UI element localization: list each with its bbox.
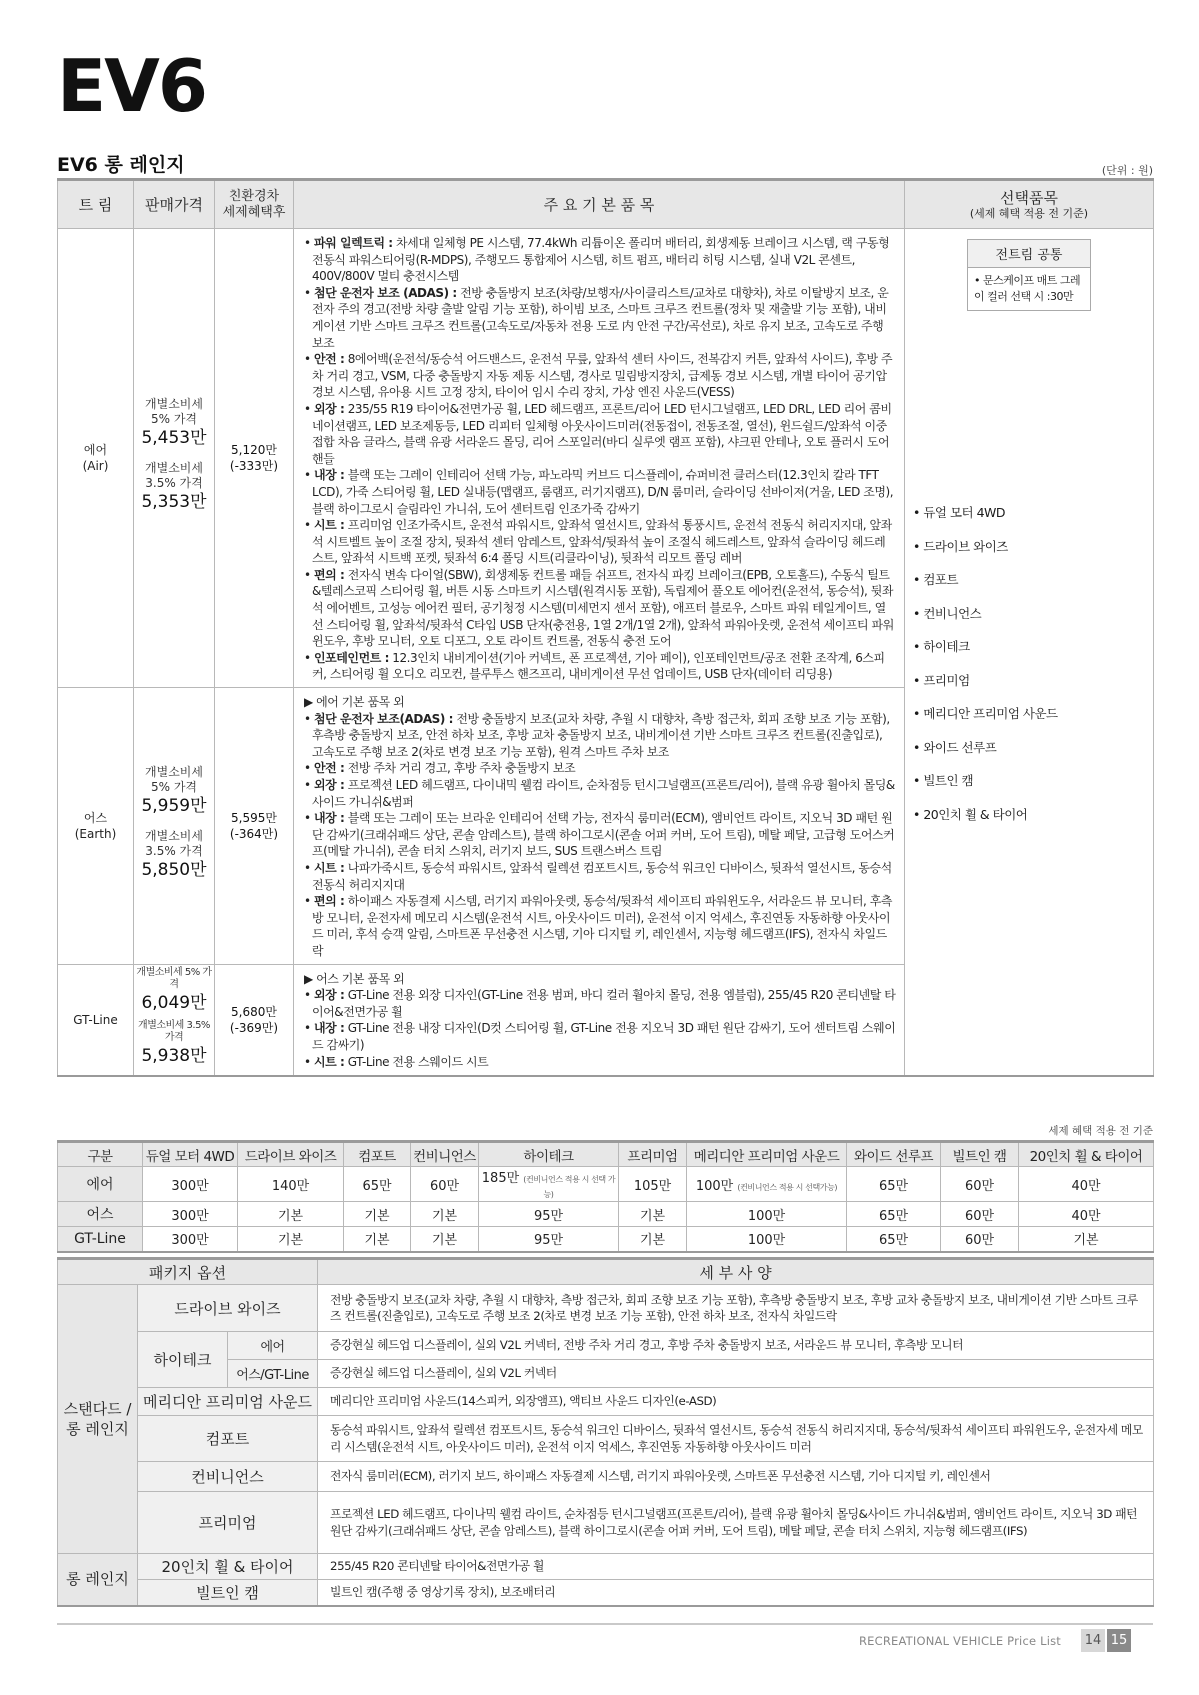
- header-eco-line2: 세제혜택후: [222, 204, 286, 220]
- price-5: 5,453만: [141, 428, 207, 449]
- option-price: 60만: [941, 1202, 1019, 1227]
- trim-name-line1: 에어: [83, 442, 108, 457]
- price-label-35: 개별소비세 3.5% 가격: [145, 828, 203, 858]
- option-price: 105만: [619, 1167, 687, 1202]
- trim-name-line2: (Air): [82, 459, 109, 474]
- option-price: 100만: [687, 1202, 847, 1227]
- trim-name-line1: GT-Line: [73, 1012, 118, 1027]
- package-detail: 전방 충돌방지 보조(교차 차량, 추월 시 대향차, 측방 접근차, 회피 조향 보조 기능 포함), 후측방 충돌방지 보조, 후방 교차 충돌방지 보조, 내비게이션 기반 스마트 크루즈 컨트롤(진출입로), 고속도로 주행 보조 2(차로 변경 보조 기능 포함), 안전 하차 보조, 전자식 차일드락: [318, 1285, 1154, 1332]
- feature-item: • 외장 : 235/55 R19 타이어&전면가공 휠, LED 헤드램프, 프론트/리어 LED 턴시그널램프, LED DRL, LED 리어 콤비네이션램프, LED 보조제동등, LED 리피터 일체형 아웃사이드미러(전동접이, 전동조절, 열선), 윈드쉴드/앞좌석 이중접합 차음 글라스, 블랙 유광 서라운드 몰딩, 리어 스포일러(바디 실루엣 램프 포함), 샤크핀 안테나, 오토 플러시 도어 핸들: [304, 401, 892, 466]
- feature-item: • 편의 : 전자식 변속 다이얼(SBW), 회생제동 컨트롤 패들 쉬프트, 전자식 파킹 브레이크(EPB, 오토홀드), 수동식 틸트&텔레스코픽 스티어링 휠, 버튼 시동 스마트키 시스템(원격시동 포함), 독립제어 풀오토 에어컨(운전석, 동승석), 뒷좌석 에어벤트, 고성능 에어컨 필터, 공기청정 시스템(미세먼지 센서 포함), 애프터 블로우, 스마트 파워 테일게이트, 열선 스티어링 휠, 앞좌석/뒷좌석 C타입 USB 단자(충전용, 1열 2개/1열 2개), 앞좌석 파워아웃렛, 운전석 세이프티 파워윈도우, 후방 모니터, 오토 디포그, 오토 라이트 컨트롤, 전동식 충전 도어: [304, 567, 894, 649]
- option-header: 듀얼 모터 4WD: [143, 1142, 238, 1167]
- eco-price-cell: [215, 964, 294, 1076]
- feature-lead: ▶ 어스 기본 품목 외: [304, 971, 405, 986]
- eco-price: 5,595만: [231, 810, 277, 825]
- option-price: 기본: [411, 1202, 479, 1227]
- option-price: 95만: [479, 1227, 619, 1252]
- option-price: 65만: [847, 1202, 941, 1227]
- option-name: 하이테크: [923, 639, 970, 654]
- table-row: [58, 1462, 1154, 1492]
- eco-price: 5,680만: [231, 1004, 277, 1019]
- feature-title: 시트 :: [314, 860, 345, 875]
- header-eco-line1: 친환경차: [228, 188, 280, 204]
- option-price: 60만: [941, 1227, 1019, 1252]
- feature-title: 첨단 운전자 보조(ADAS) :: [314, 711, 453, 726]
- feature-text: 블랙 또는 그레이 인테리어 선택 가능, 파노라믹 커브드 디스플레이, 슈퍼비전 클러스터(12.3인치 칼라 TFT LCD), 가죽 스티어링 휠, LED 실내등(맵램프, 룸램프, 러기지램프), D/N 룸미러, 슬라이딩 선바이저(거울, LED 조명), 블랙 하이그로시 슬림라인 가니쉬, 도어 센터트림 인조가죽 감싸기: [312, 468, 894, 516]
- feature-item: • 외장 : 프로젝션 LED 헤드램프, 다이내믹 웰컴 라이트, 순차점등 턴시그널램프(프론트/리어), 블랙 유광 휠아치 몰딩&사이드 가니쉬&범퍼: [304, 778, 895, 809]
- trim-name-line2: (Earth): [74, 826, 117, 841]
- feature-text: 235/55 R19 타이어&전면가공 휠, LED 헤드램프, 프론트/리어 LED 턴시그널램프, LED DRL, LED 리어 콤비네이션램프, LED 보조제동등, LED 리피터 일체형 아웃사이드미러(전동접이, 전동조절, 열선), 윈드쉴드/앞좌석 이중접합 차음 글라스, 블랙 유광 서라운드 몰딩, 리어 스포일러(바디 실루엣 램프 포함), 샤크핀 안테나, 오토 플러시 도어 핸들: [312, 401, 892, 466]
- feature-text: 프리미엄 인조가죽시트, 운전석 파워시트, 앞좌석 열선시트, 앞좌석 통풍시트, 운전석 전동식 허리지지대, 앞좌석 시트벨트 높이 조절 장치, 뒷좌석 센터 암레스트, 앞좌석/뒷좌석 높이 조절식 헤드레스트, 앞좌석 슬라이딩 헤드레스트, 앞좌석 시트백 포켓, 뒷좌석 6:4 폴딩 시트(리클라이닝), 뒷좌석 리모트 폴딩 레버: [312, 518, 892, 566]
- feature-item: • 첨단 운전자 보조 (ADAS) : 전방 충돌방지 보조(차량/보행자/사이클리스트/교차로 대향차), 차로 이탈방지 보조, 운전자 주의 경고(전방 차량 출발 알림 기능 포함), 하이빔 보조, 스마트 크루즈 컨트롤(정차 및 재출발 기능 포함), 내비게이션 기반 스마트 크루즈 컨트롤(고속도로/자동차 전용 도로 内 안전 구간/곡선로), 차로 유지 보조, 고속도로 주행 보조: [304, 285, 889, 350]
- feature-text: 나파가죽시트, 동승석 파워시트, 앞좌석 릴렉션 컴포트시트, 동승석 워크인 디바이스, 뒷좌석 열선시트, 동승석 전동식 허리지지대: [312, 860, 892, 892]
- price-cell: [134, 688, 215, 965]
- feature-item: • 외장 : GT-Line 전용 외장 디자인(GT-Line 전용 범퍼, 바디 컬러 휠아치 몰딩, 전용 엠블럼), 255/45 R20 콘티넨탈 타이어&전면가공 휠: [304, 988, 896, 1019]
- table-row: [58, 1554, 1154, 1580]
- price-5: 6,049만: [141, 992, 207, 1013]
- package-detail: 전자식 룸미러(ECM), 러기지 보드, 하이패스 자동결제 시스템, 러기지 파워아웃렛, 스마트폰 무선충전 시스템, 기아 디지털 키, 레인센서: [318, 1462, 1154, 1492]
- feature-title: 외장 :: [314, 401, 345, 416]
- common-option-box: [967, 239, 1091, 311]
- eco-benefit: (-333만): [229, 459, 279, 474]
- header-options: [905, 180, 1154, 229]
- page-title: EV6: [57, 44, 207, 128]
- package-name: 컴포트: [138, 1416, 318, 1462]
- option-price: 기본: [619, 1202, 687, 1227]
- feature-text: 전자식 변속 다이얼(SBW), 회생제동 컨트롤 패들 쉬프트, 전자식 파킹 브레이크(EPB, 오토홀드), 수동식 틸트&텔레스코픽 스티어링 휠, 버튼 시동 스마트키 시스템(원격시동 포함), 독립제어 풀오토 에어컨(운전석, 동승석), 뒷좌석 에어벤트, 고성능 에어컨 필터, 공기청정 시스템(미세먼지 센서 포함), 애프터 블로우, 스마트 파워 테일게이트, 열선 스티어링 휠, 앞좌석/뒷좌석 C타입 USB 단자(충전용, 1열 2개/1열 2개), 앞좌석 파워아웃렛, 운전석 세이프티 파워윈도우, 후방 모니터, 오토 디포그, 오토 라이트 컨트롤, 전동식 충전 도어: [312, 567, 894, 649]
- table-row: [58, 1332, 1154, 1360]
- price-label-35: 개별소비세 3.5% 가격: [138, 1019, 210, 1044]
- feature-item: • 편의 : 하이패스 자동결제 시스템, 러기지 파워아웃렛, 동승석/뒷좌석 세이프티 파워윈도우, 서라운드 뷰 모니터, 후측방 모니터, 운전자세 메모리 시스템(운전석 시트, 아웃사이드 미러), 운전석 이지 억세스, 후진연동 자동하향 아웃사이드 미러, 후석 승객 알림, 스마트폰 무선충전 시스템, 기아 디지털 키, 레인센서, 지능형 헤드램프(IFS), 전자식 차일드락: [304, 894, 893, 958]
- option-header: 컨비니언스: [411, 1142, 479, 1167]
- feature-title: 안전 :: [314, 761, 345, 776]
- feature-text: 하이패스 자동결제 시스템, 러기지 파워아웃렛, 동승석/뒷좌석 세이프티 파워윈도우, 서라운드 뷰 모니터, 후측방 모니터, 운전자세 메모리 시스템(운전석 시트, 아웃사이드 미러), 운전석 이지 억세스, 후진연동 자동하향 아웃사이드 미러, 후석 승객 알림, 스마트폰 무선충전 시스템, 기아 디지털 키, 레인센서, 지능형 헤드램프(IFS), 전자식 차일드락: [312, 894, 893, 958]
- table-row: [58, 1416, 1154, 1462]
- feature-text: 전방 충돌방지 보조(차량/보행자/사이클리스트/교차로 대향차), 차로 이탈방지 보조, 운전자 주의 경고(전방 차량 출발 알림 기능 포함), 하이빔 보조, 스마트 크루즈 컨트롤(정차 및 재출발 기능 포함), 내비게이션 기반 스마트 크루즈 컨트롤(고속도로/자동차 전용 도로 内 안전 구간/곡선로), 차로 유지 보조, 고속도로 주행 보조: [312, 285, 889, 350]
- header-features: 주 요 기 본 품 목: [294, 180, 905, 229]
- list-item: • 컴포트: [913, 572, 959, 587]
- table-row: [58, 1202, 1154, 1227]
- option-name: 와이드 선루프: [923, 739, 997, 755]
- feature-lead: ▶ 에어 기본 품목 외: [304, 695, 405, 710]
- feature-list: [294, 964, 905, 1076]
- package-name: 컨비니언스: [138, 1462, 318, 1492]
- option-header: 20인치 휠 & 타이어: [1019, 1142, 1154, 1167]
- common-option-body: • 문스케이프 매트 그레이 컬러 선택 시 :30만: [974, 274, 1081, 303]
- option-price: 140만: [238, 1167, 344, 1202]
- option-name: 컴포트: [923, 572, 959, 587]
- option-price-note: (컨비니언스 적용 시 선택가능): [737, 1182, 838, 1192]
- feature-item: • 시트 : 나파가죽시트, 동승석 파워시트, 앞좌석 릴렉션 컴포트시트, 동승석 워크인 디바이스, 뒷좌석 열선시트, 동승석 전동식 허리지지대: [304, 860, 892, 892]
- feature-item: • 내장 : 블랙 또는 그레이 인테리어 선택 가능, 파노라믹 커브드 디스플레이, 슈퍼비전 클러스터(12.3인치 칼라 TFT LCD), 가죽 스티어링 휠, LED 실내등(맵램프, 룸램프, 러기지램프), D/N 룸미러, 슬라이딩 선바이저(거울, LED 조명), 블랙 하이그로시 슬림라인 가니쉬, 도어 센터트림 인조가죽 감싸기: [304, 468, 894, 516]
- trim-name-line1: 어스: [83, 810, 108, 825]
- feature-text: GT-Line 전용 외장 디자인(GT-Line 전용 범퍼, 바디 컬러 휠아치 몰딩, 전용 엠블럼), 255/45 R20 콘티넨탈 타이어&전면가공 휠: [312, 988, 896, 1019]
- option-price: 40만: [1019, 1167, 1154, 1202]
- option-price: 300만: [143, 1167, 238, 1202]
- option-price: 300만: [143, 1227, 238, 1252]
- list-item: • 빌트인 캠: [913, 773, 974, 788]
- option-name: 컨비니언스: [923, 605, 982, 621]
- feature-item: • 첨단 운전자 보조(ADAS) : 전방 충돌방지 보조(교차 차량, 추월 시 대향차, 측방 접근차, 회피 조향 보조 기능 포함), 후측방 충돌방지 보조, 안전 하차 보조, 후방 교차 충돌방지 보조, 내비게이션 기반 스마트 크루즈 컨트롤(진출입로), 고속도로 주행 보조 2(차로 변경 보조 기능 포함), 원격 스마트 주차 보조: [304, 711, 890, 759]
- feature-title: 시트 :: [314, 518, 345, 533]
- common-option-title: 전트림 공통: [968, 240, 1090, 268]
- package-name: 하이테크: [138, 1332, 228, 1388]
- package-header-name: 패키지 옵션: [58, 1259, 318, 1285]
- unit-label: (단위 : 원): [1101, 164, 1153, 177]
- option-price: 기본: [411, 1227, 479, 1252]
- feature-list: [294, 229, 905, 688]
- header-eco: [215, 180, 294, 229]
- feature-title: 내장 :: [314, 468, 345, 483]
- price-35: 5,938만: [141, 1045, 207, 1066]
- list-item: • 드라이브 와이즈: [913, 538, 1008, 554]
- header-trim: 트 림: [58, 180, 134, 229]
- common-option-item: 문스케이프 매트 그레이 컬러 선택 시: [974, 274, 1081, 303]
- list-item: • 하이테크: [913, 639, 970, 654]
- package-group-standard: 스탠다드 / 롱 레인지: [58, 1285, 138, 1554]
- feature-item: • 파워 일렉트릭 : 차세대 일체형 PE 시스템, 77.4kWh 리튬이온 폴리머 배터리, 회생제동 브레이크 시스템, 랙 구동형 전동식 파워스티어링(R-MDPS), 주행모드 통합제어 시스템, 히트 펌프, 배터리 히팅 시스템, 실내 V2L 콘센트, 400V/800V 멀티 충전시스템: [304, 236, 890, 284]
- feature-list: [294, 688, 905, 965]
- package-detail: 증강현실 헤드업 디스플레이, 실외 V2L 커넥터, 전방 주차 거리 경고, 후방 주차 충돌방지 보조, 서라운드 뷰 모니터, 후측방 모니터: [318, 1332, 1154, 1360]
- package-detail: 프로젝션 LED 헤드램프, 다이나믹 웰컴 라이트, 순차점등 턴시그널램프(프론트/리어), 블랙 유광 휠아치 몰딩&사이드 가니쉬&범퍼, 앰비언트 라이트, 지오닉 3D 패턴 원단 감싸기(크래쉬패드 상단, 콘솔 암레스트), 블랙 하이그로시(콘솔 어퍼 커버, 도어 트림), 메탈 페달, 콘솔 터치 스위치, 지능형 헤드램프(IFS): [318, 1492, 1154, 1554]
- option-price: 65만: [847, 1167, 941, 1202]
- option-price-table: [57, 1140, 1154, 1253]
- option-header: 컴포트: [344, 1142, 411, 1167]
- option-name: 듀얼 모터 4WD: [923, 505, 1006, 520]
- feature-item: • 시트 : 프리미엄 인조가죽시트, 운전석 파워시트, 앞좌석 열선시트, 앞좌석 통풍시트, 운전석 전동식 허리지지대, 앞좌석 시트벨트 높이 조절 장치, 뒷좌석 센터 암레스트, 앞좌석/뒷좌석 높이 조절식 헤드레스트, 앞좌석 슬라이딩 헤드레스트, 앞좌석 시트백 포켓, 뒷좌석 6:4 폴딩 시트(리클라이닝), 뒷좌석 리모트 폴딩 레버: [304, 518, 892, 566]
- option-price: [687, 1167, 847, 1202]
- feature-title: 내장 :: [314, 811, 345, 826]
- feature-text: 12.3인치 내비게이션(기아 커넥트, 폰 프로젝션, 기아 페이), 인포테인먼트/공조 전환 조작계, 6스피커, 스티어링 휠 오디오 리모컨, 블루투스 핸즈프리, 내비게이션 무선 업데이트, USB 단자(데이터 리딩용): [312, 650, 885, 682]
- package-detail: 메리디안 프리미엄 사운드(14스피커, 외장앰프), 액티브 사운드 디자인(e-ASD): [318, 1388, 1154, 1416]
- list-item: • 메리디안 프리미엄 사운드: [913, 706, 1058, 721]
- price-cell: [134, 229, 215, 688]
- feature-text: 8에어백(운전석/동승석 어드밴스드, 운전석 무릎, 앞좌석 센터 사이드, 전복감지 커튼, 앞좌석 사이드), 후방 주차 거리 경고, VSM, 다중 충돌방지 자동 제동 시스템, 경사로 밀림방지장치, 급제동 경보 시스템, 개별 타이어 공기압 경보 시스템, 유아용 시트 고정 장치, 타이어 임시 수리 장치, 가상 엔진 사운드(VESS): [312, 352, 893, 400]
- feature-title: 안전 :: [314, 352, 345, 367]
- option-price: 40만: [1019, 1202, 1154, 1227]
- footer-divider: [57, 1623, 1153, 1625]
- option-row-trim: GT-Line: [58, 1227, 143, 1252]
- feature-title: 인포테인먼트 :: [314, 650, 389, 665]
- common-option-price: :30만: [1046, 290, 1074, 303]
- package-name: 드라이브 와이즈: [138, 1285, 318, 1332]
- feature-item: • 시트 : GT-Line 전용 스웨이드 시트: [304, 1054, 489, 1069]
- feature-text: 차세대 일체형 PE 시스템, 77.4kWh 리튬이온 폴리머 배터리, 회생제동 브레이크 시스템, 랙 구동형 전동식 파워스티어링(R-MDPS), 주행모드 통합제어 시스템, 히트 펌프, 배터리 히팅 시스템, 실내 V2L 콘센트, 400V/800V 멀티 충전시스템: [312, 236, 890, 284]
- option-name: 드라이브 와이즈: [923, 538, 1008, 554]
- feature-text: 전방 충돌방지 보조(교차 차량, 추월 시 대향차, 측방 접근차, 회피 조향 보조 기능 포함), 후측방 충돌방지 보조, 안전 하차 보조, 후방 교차 충돌방지 보조, 내비게이션 기반 스마트 크루즈 컨트롤(진출입로), 고속도로 주행 보조 2(차로 변경 보조 기능 포함), 원격 스마트 주차 보조: [312, 711, 890, 759]
- option-price-value: 100만: [695, 1178, 734, 1194]
- table-row: [58, 1167, 1154, 1202]
- package-name: 20인치 휠 & 타이어: [138, 1554, 318, 1580]
- package-header-detail: 세 부 사 양: [318, 1259, 1154, 1285]
- package-detail: 255/45 R20 콘티넨탈 타이어&전면가공 휠: [318, 1554, 1154, 1580]
- feature-text: 프로젝션 LED 헤드램프, 다이내믹 웰컴 라이트, 순차점등 턴시그널램프(프론트/리어), 블랙 유광 휠아치 몰딩&사이드 가니쉬&범퍼: [312, 778, 895, 809]
- eco-benefit: (-369만): [229, 1020, 279, 1035]
- eco-price: 5,120만: [231, 442, 277, 457]
- package-name: 메리디안 프리미엄 사운드: [138, 1388, 318, 1416]
- table-row: [58, 1492, 1154, 1554]
- option-header: 빌트인 캠: [941, 1142, 1019, 1167]
- footer-text: RECREATIONAL VEHICLE Price List: [858, 1634, 1061, 1648]
- feature-title: 시트 :: [314, 1054, 345, 1069]
- feature-title: 편의 :: [314, 894, 345, 909]
- package-detail: 증강현실 헤드업 디스플레이, 실외 V2L 커넥터: [318, 1360, 1154, 1388]
- list-item: • 컨비니언스: [913, 605, 982, 621]
- option-list: [913, 503, 1145, 838]
- option-cell: [905, 229, 1154, 1077]
- price-label-5: 개별소비세 5% 가격: [136, 966, 212, 991]
- option-price: 기본: [344, 1202, 411, 1227]
- feature-text: GT-Line 전용 스웨이드 시트: [344, 1054, 489, 1069]
- header-options-line2: (세제 혜택 적용 전 기준): [969, 206, 1089, 220]
- option-price: 기본: [238, 1202, 344, 1227]
- list-item: • 듀얼 모터 4WD: [913, 505, 1006, 520]
- option-price: 기본: [619, 1227, 687, 1252]
- feature-text: 블랙 또는 그레이 또는 브라운 인테리어 선택 가능, 전자식 룸미러(ECM), 앰비언트 라이트, 지오닉 3D 패턴 원단 감싸기(크래쉬패드 상단, 콘솔 암레스트), 블랙 하이그로시(콘솔 어퍼 커버, 도어 트림), 메탈 페달, 고급형 도어스커프(메탈 가니쉬), 콘솔 터치 스위치, 러기지 보드, SUS 트랜스버스 트림: [312, 811, 895, 859]
- tax-note: 세제 혜택 적용 전 기준: [1048, 1125, 1153, 1137]
- eco-price-cell: [215, 229, 294, 688]
- page-number-left: 14: [1081, 1629, 1105, 1652]
- package-name: 프리미엄: [138, 1492, 318, 1554]
- price-35: 5,353만: [141, 492, 207, 513]
- option-header: 하이테크: [479, 1142, 619, 1167]
- header-price: 판매가격: [134, 180, 215, 229]
- trim-name: [58, 688, 134, 965]
- option-header: 구분: [58, 1142, 143, 1167]
- section-title: EV6 롱 레인지: [57, 154, 185, 176]
- option-price: 65만: [344, 1167, 411, 1202]
- list-item: • 와이드 선루프: [913, 739, 997, 755]
- header-options-line1: 선택품목: [1000, 188, 1058, 207]
- feature-title: 첨단 운전자 보조 (ADAS) :: [314, 285, 457, 300]
- option-price: 100만: [687, 1227, 847, 1252]
- option-price: 기본: [344, 1227, 411, 1252]
- feature-title: 외장 :: [314, 988, 345, 1003]
- option-price-value: 185만: [481, 1171, 520, 1186]
- package-sub-name: 에어: [228, 1332, 318, 1360]
- option-header: 드라이브 와이즈: [238, 1142, 344, 1167]
- table-row: [58, 1580, 1154, 1606]
- eco-price-cell: [215, 688, 294, 965]
- feature-text: 전방 주차 거리 경고, 후방 주차 충돌방지 보조: [344, 761, 576, 776]
- package-detail: 동승석 파워시트, 앞좌석 릴렉션 컴포트시트, 동승석 워크인 디바이스, 뒷좌석 열선시트, 동승석 전동식 허리지지대, 동승석/뒷좌석 세이프티 파워윈도우, 운전자세 메모리 시스템(운전석 시트, 아웃사이드 미러), 운전석 이지 억세스, 후진연동 자동하향 아웃사이드 미러: [318, 1416, 1154, 1462]
- feature-item: • 내장 : GT-Line 전용 내장 디자인(D컷 스티어링 휠, GT-Line 전용 지오닉 3D 패턴 원단 감싸기, 도어 센터트림 스웨이드 감싸기): [304, 1021, 896, 1052]
- package-sub-name: 어스/GT-Line: [228, 1360, 318, 1388]
- option-price: [479, 1167, 619, 1202]
- eco-benefit: (-364만): [229, 826, 279, 841]
- feature-title: 외장 :: [314, 778, 345, 792]
- option-price: 기본: [1019, 1227, 1154, 1252]
- option-price: 기본: [238, 1227, 344, 1252]
- option-name: 프리미엄: [923, 672, 970, 688]
- list-item: • 프리미엄: [913, 672, 970, 688]
- table-row: [58, 229, 1154, 688]
- option-price: 65만: [847, 1227, 941, 1252]
- option-name: 20인치 휠 & 타이어: [923, 806, 1028, 822]
- feature-title: 파워 일렉트릭 :: [314, 236, 393, 250]
- price-cell: [134, 964, 215, 1076]
- feature-item: • 안전 : 전방 주차 거리 경고, 후방 주차 충돌방지 보조: [304, 761, 576, 776]
- option-name: 메리디안 프리미엄 사운드: [923, 706, 1058, 721]
- table-row: [58, 1388, 1154, 1416]
- option-header: 와이드 선루프: [847, 1142, 941, 1167]
- option-price: 60만: [411, 1167, 479, 1202]
- price-label-35: 개별소비세 3.5% 가격: [145, 461, 203, 491]
- feature-item: • 내장 : 블랙 또는 그레이 또는 브라운 인테리어 선택 가능, 전자식 룸미러(ECM), 앰비언트 라이트, 지오닉 3D 패턴 원단 감싸기(크래쉬패드 상단, 콘솔 암레스트), 블랙 하이그로시(콘솔 어퍼 커버, 도어 트림), 메탈 페달, 고급형 도어스커프(메탈 가니쉬), 콘솔 터치 스위치, 러기지 보드, SUS 트랜스버스 트림: [304, 811, 895, 859]
- table-row: [58, 1227, 1154, 1252]
- page-number-right: 15: [1107, 1629, 1131, 1652]
- trim-price-table: [57, 178, 1154, 1077]
- list-item: • 20인치 휠 & 타이어: [913, 806, 1028, 822]
- option-header: 메리디안 프리미엄 사운드: [687, 1142, 847, 1167]
- package-detail: 빌트인 캠(주행 중 영상기록 장치), 보조배터리: [318, 1580, 1154, 1606]
- package-name: 빌트인 캠: [138, 1580, 318, 1606]
- feature-item: • 안전 : 8에어백(운전석/동승석 어드밴스드, 운전석 무릎, 앞좌석 센터 사이드, 전복감지 커튼, 앞좌석 사이드), 후방 주차 거리 경고, VSM, 다중 충돌방지 자동 제동 시스템, 경사로 밀림방지장치, 급제동 경보 시스템, 개별 타이어 공기압 경보 시스템, 유아용 시트 고정 장치, 타이어 임시 수리 장치, 가상 엔진 사운드(VESS): [304, 352, 893, 400]
- trim-name: [58, 229, 134, 688]
- feature-title: 편의 :: [314, 567, 345, 582]
- package-group-long: 롱 레인지: [58, 1554, 138, 1606]
- option-price: 95만: [479, 1202, 619, 1227]
- feature-item: • 인포테인먼트 : 12.3인치 내비게이션(기아 커넥트, 폰 프로젝션, 기아 페이), 인포테인먼트/공조 전환 조작계, 6스피커, 스티어링 휠 오디오 리모컨, 블루투스 핸즈프리, 내비게이션 무선 업데이트, USB 단자(데이터 리딩용): [304, 650, 885, 682]
- option-row-trim: 에어: [58, 1167, 143, 1202]
- option-row-trim: 어스: [58, 1202, 143, 1227]
- price-label-5: 개별소비세 5% 가격: [145, 397, 203, 427]
- package-table: [57, 1257, 1154, 1607]
- trim-name: [58, 964, 134, 1076]
- option-price: 300만: [143, 1202, 238, 1227]
- price-5: 5,959만: [141, 795, 207, 816]
- feature-title: 내장 :: [314, 1021, 345, 1036]
- price-35: 5,850만: [141, 859, 207, 880]
- option-price-note: (컨비니언스 적용 시 선택 가능): [523, 1175, 616, 1199]
- option-name: 빌트인 캠: [923, 773, 974, 788]
- table-row: [58, 1285, 1154, 1332]
- price-label-5: 개별소비세 5% 가격: [145, 764, 203, 794]
- option-price: 60만: [941, 1167, 1019, 1202]
- option-header: 프리미엄: [619, 1142, 687, 1167]
- feature-text: GT-Line 전용 내장 디자인(D컷 스티어링 휠, GT-Line 전용 지오닉 3D 패턴 원단 감싸기, 도어 센터트림 스웨이드 감싸기): [312, 1021, 896, 1052]
